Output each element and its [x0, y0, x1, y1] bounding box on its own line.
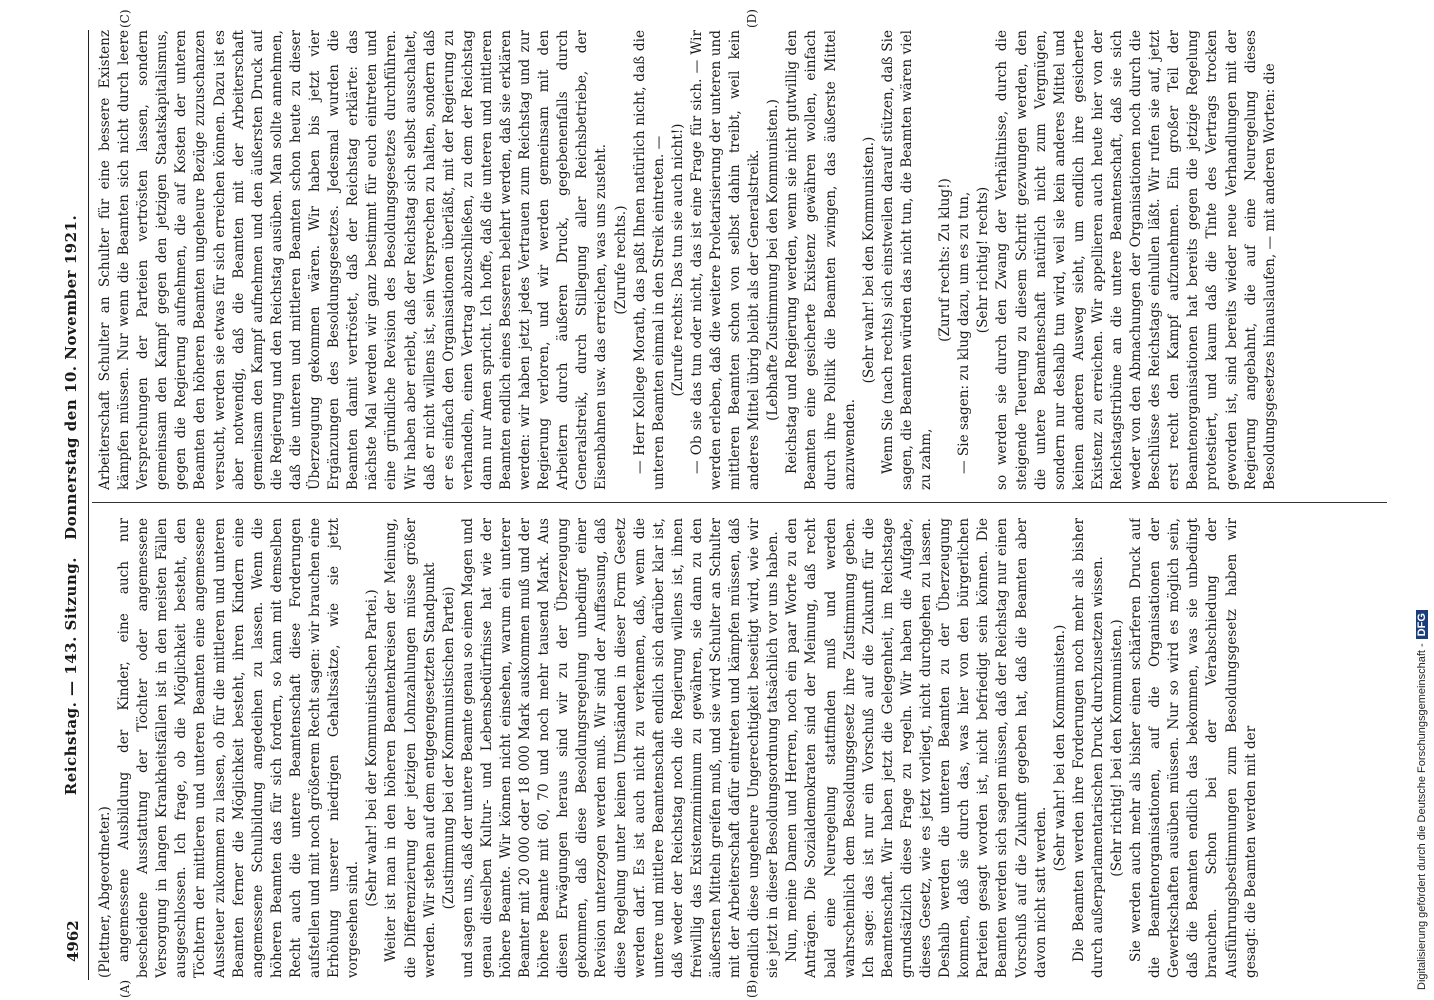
running-title — [62, 30, 80, 980]
marker-a: (A) — [118, 979, 132, 998]
paragraph: Die Beamten werden ihre Forderungen noch mehr als bisher durch außerparlamentarischen Druck durchzusetzen wissen. — [1070, 518, 1106, 978]
paragraph: Arbeiterschaft Schulter an Schulter für eine bessere Existenz kämpfen müssen. Nur wenn die Beamten sich nicht durch leere Versprechungen der Parteien vertrösten lassen, sondern gemeinsam den Kampf gegen den jetzigen Staatskapitalismus, gegen die Regierung aufnehmen, die auf Kosten der unteren Beamten den höheren Beamten ungeheure Bezüge zuzuschanzen versucht, werden sie etwas für sich erreichen können. Dazu ist es aber notwendig, daß die Beamten mit der Arbeiterschaft gemeinsam den Kampf aufnehmen und den äußersten Druck auf die Regierung und den Reichstag ausüben. Man sollte annehmen, daß die unteren und mittleren Beamten schon heute zu dieser Überzeugung gekommen wären. Wir haben bis jetzt vier Ergänzungen des Besoldungsgesetzes. Jedesmal wurden die Beamten damit vertröstet, daß der Reichstag erklärte: das nächste Mal werden wir ganz bestimmt für euch eintreten und eine gründliche Revision des Besoldungsgesetzes durchführen. Wir haben aber erlebt, daß der Reichstag sich selbst ausschaltet, daß er nicht willens ist, sein Versprechen zu halten, sondern daß er es einfach den Organisationen überläßt, mit der Regierung zu verhandeln, einen Vertrag abzuschließen, zu dem der Reichstag dann nur Amen spricht. Ich hoffe, daß die unteren und mittleren Beamten endlich eines Besseren belehrt werden, daß sie erklären werden: wir haben jetzt jedes Vertrauen zum Reichstag und zur Regierung verloren, und wir werden gemeinsam mit den Arbeitern durch äußeren Druck, gegebenenfalls durch Generalstreik, durch Stillegung aller Reichsbetriebe, der Eisenbahnen usw. das erreichen, was uns zusteht. — [97, 30, 610, 490]
interjection: (Zurufe rechts.) — [612, 205, 629, 315]
right-column — [96, 30, 1386, 490]
interjection: (Zurufe rechts: Das tun sie auch nicht!) — [669, 123, 686, 397]
dfg-logo: DFG — [1416, 610, 1428, 639]
interjection: (Sehr wahr! bei der Kommunistischen Partei.) — [364, 589, 381, 907]
column-rule — [92, 502, 1387, 503]
paragraph: angemessene Ausbildung der Kinder, eine auch nur bescheidene Ausstattung der Töchter oder angemessene Versorgung in langen Krankheitsfällen ist in den meisten Fällen ausgeschlossen. Ich frage, ob die Möglichkeit besteht, den Töchtern der mittleren und unteren Beamten eine angemessene Aussteuer zukommen zu lassen, ob für die mittleren und unteren Beamten ferner die Möglichkeit besteht, ihren Kindern eine angemessene Schulbildung angedeihen zu lassen. Wenn die höheren Beamten das für sich fordern, so kann mit demselben Recht auch die untere Beamtenschaft diese Forderungen aufstellen und mit noch größerem Recht sagen: wir brauchen eine Erhöhung unserer niedrigen Gehaltssätze, wie sie jetzt vorgesehen sind. — [116, 518, 362, 978]
paragraph: Sie werden auch mehr als bisher einen schärferen Druck auf die Beamtenorganisationen, auf die Organisationen der Gewerkschaften ausüben müssen. Nur so wird es möglich sein, daß die Beamten endlich das bekommen, was sie unbedingt brauchen. Schon bei der Verabschiedung der Ausführungsbestimmungen zum Besoldungsgesetz haben wir gesagt: die Beamten werden mit der — [1128, 518, 1259, 978]
interjection: (Sehr richtig! rechts) — [975, 186, 992, 334]
paragraph: — Sie sagen: zu klug dazu, um es zu tun, — [956, 191, 973, 474]
interjection: (Sehr wahr! bei den Kommunisten.) — [1051, 624, 1068, 872]
session-title: Reichstag. — 143. Sitzung. — [62, 556, 80, 796]
interjection: (Zuruf rechts: Zu klug!) — [937, 178, 954, 342]
page-number: 4962 — [64, 920, 82, 962]
interjection: (Zustimmung bei der Kommunistischen Partei) — [440, 586, 457, 910]
paragraph: Wenn Sie (nach rechts) sich einstweilen darauf stützen, daß Sie sagen, die Beamten würden das nicht tun, die Beamten wären viel zu zahm, — [879, 30, 935, 490]
marker-c: (C) — [118, 9, 132, 28]
digitization-credit — [1414, 0, 1434, 1000]
interjection: (Sehr wahr! bei den Kommunisten.) — [860, 136, 877, 384]
paragraph: — Ob sie das tun oder nicht, das ist eine Frage für sich. — Wir werden erleben, daß die weitere Proletarisierung der unteren und mittleren Beamten schon von selbst dahin treibt, weil kein anderes Mittel übrig bleibt als der Generalstreik. — [688, 30, 763, 490]
marker-d: (D) — [745, 9, 759, 28]
marker-b: (B) — [745, 979, 759, 998]
speaker-note: (Plettner, Abgeordneter.) — [97, 806, 113, 978]
session-date: Donnerstag den 10. November 1921. — [62, 214, 80, 540]
paragraph: so werden sie durch den Zwang der Verhältnisse, durch die steigende Teuerung zu diesem Schritt gezwungen werden, den die untere Beamtenschaft natürlich nicht zum Vergnügen, sondern nur deshalb tun wird, weil sie kein anderes Mittel und keinen anderen Ausweg sieht, um endlich ihre gesicherte Existenz zu erreichen. Wir appellieren auch heute hier von der Reichstagstribüne an die untere Beamtenschaft, daß sie sich weder von den Abmachungen der Organisationen noch durch die Beschlüsse des Reichstags einlullen läßt. Wir rufen sie auf, jetzt erst recht den Kampf aufzunehmen. Ein großer Teil der Beamtenorganisationen hat bereits gegen die jetzige Regelung protestiert, und kaum daß die Tinte des Vertrags trocken geworden ist, sind bereits wieder neue Verhandlungen mit der Regierung angebahnt, die auf eine Neuregelung dieses Besoldungsgesetzes hinauslaufen, — mit anderen Worten: die — [994, 30, 1278, 490]
paragraph: — Herr Kollege Morath, das paßt Ihnen natürlich nicht, daß die unteren Beamten einmal in den Streik eintreten. — — [631, 30, 667, 490]
interjection: (Lebhafte Zustimmung bei den Kommunisten.) — [765, 99, 782, 421]
credit-text: Digitalisierung gefördert durch die Deutsche Forschungsgemeinschaft - — [1416, 643, 1428, 990]
paragraph: Weiter ist man in den höheren Beamtenkreisen der Meinung, die Differenzierung der jetzigen Lohnzahlungen müsse größer werden. Wir stehen auf dem entgegengesetzten Standpunkt — [383, 518, 438, 978]
paragraph: Reichstag und Regierung werden, wenn sie nicht gutwillig den Beamten eine gesicherte Existenz gewähren wollen, einfach durch ihre Politik die Beamten zwingen, das äußerste Mittel anzuwenden. — [784, 30, 858, 490]
header-rule — [88, 30, 89, 980]
left-column — [96, 518, 1386, 978]
paragraph: Nun, meine Damen und Herren, noch ein paar Worte zu den Anträgen. Die Sozialdemokraten sind der Meinung, daß recht bald eine Neuregelung stattfinden muß und werden wahrscheinlich dem Besoldungsgesetz ihre Zustimmung geben. Ich sage: das ist nur ein Vorschuß auf die Zukunft für die Beamtenschaft. Wir haben jetzt die Gelegenheit, im Reichstage grundsätzlich diese Frage zu regeln. Wir haben die Aufgabe, dieses Gesetz, wie es jetzt vorliegt, nicht durchgehen zu lassen. Deshalb werden die unteren Beamten zu der Überzeugung kommen, daß sie durch das, was hier von den bürgerlichen Parteien gesagt worden ist, nicht befriedigt sein können. Die Beamten werden sich sagen müssen, daß der Reichstag nur einen Vorschuß auf die Zukunft gegeben hat, daß die Beamten aber davon nicht satt werden. — [784, 518, 1049, 978]
page-header — [62, 30, 86, 980]
paragraph: und sagen uns, daß der untere Beamte genau so einen Magen und genau dieselben Kultur- und Lebensbedürfnisse hat wie der höhere Beamte. Wir können nicht einsehen, warum ein unterer Beamter mit 20 000 oder 18 000 Mark auskommen muß und der höhere Beamte mit 60, 70 und noch mehr tausend Mark. Aus diesen Erwägungen heraus sind wir zu der Überzeugung gekommen, daß diese Besoldungsregelung unbedingt einer Revision unterzogen werden muß. Wir sind der Auffassung, daß diese Regelung unter keinen Umständen in dieser Form Gesetz werden darf. Es ist auch nicht zu verkennen, daß, wenn die untere und mittlere Beamtenschaft endlich sich darüber klar ist, daß weder der Reichstag noch die Regierung willens ist, ihnen freiwillig das Existenzminimum zu gewähren, sie dann zu den äußersten Mitteln greifen muß, und sie wird Schulter an Schulter mit der Arbeiterschaft dafür eintreten und kämpfen müssen, daß endlich diese ungeheure Ungerechtigkeit beseitigt wird, wie wir sie jetzt in dieser Besoldungsordnung tatsächlich vor uns haben. — [459, 518, 782, 978]
interjection: (Sehr richtig! bei den Kommunisten.) — [1108, 619, 1125, 877]
credit-line — [1416, 10, 1428, 990]
